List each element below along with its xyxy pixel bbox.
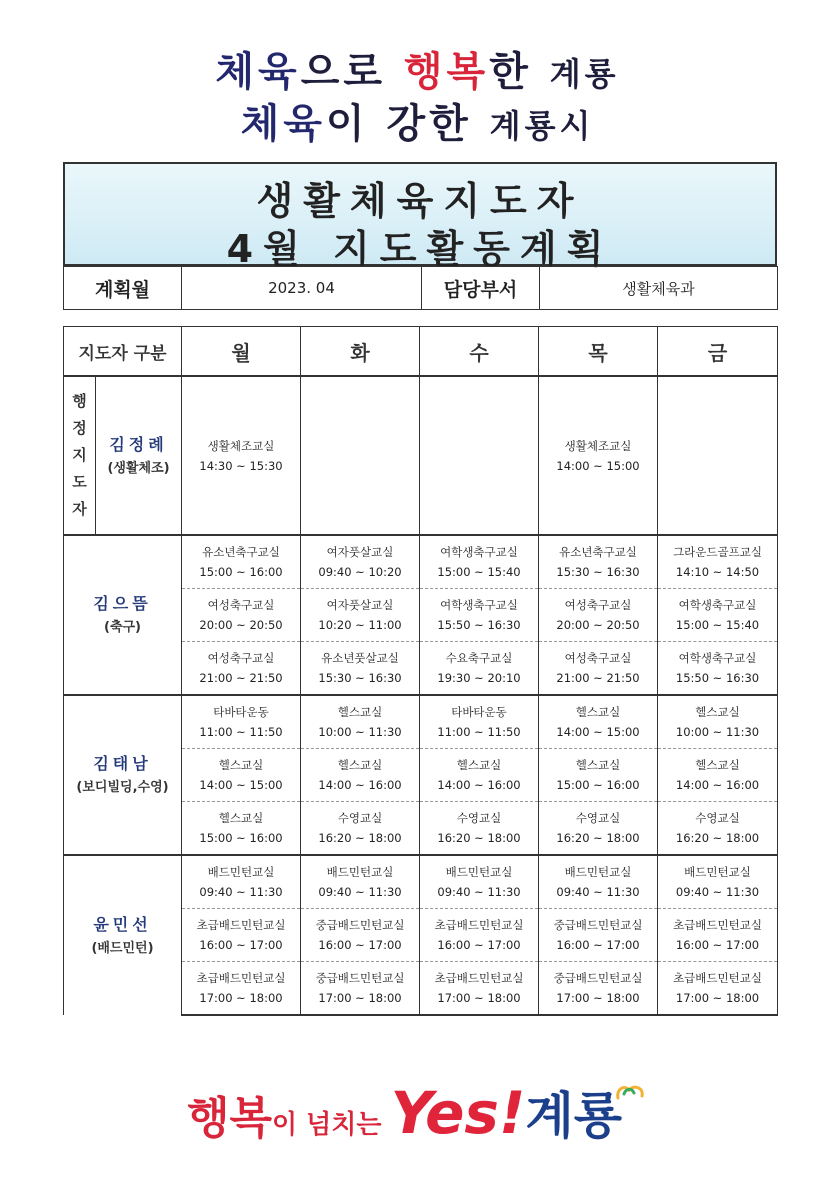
instructor-specialty: (생활체조) [107,460,170,476]
header-day: 수 [420,327,539,377]
schedule-cell [301,802,420,856]
class-time: 17:00 ~ 18:00 [675,991,760,1005]
class-time: 15:30 ~ 16:30 [556,565,640,579]
class-name: 헬스교실 [695,705,740,719]
class-name: 헬스교실 [695,758,740,772]
category-char: 자 [72,500,87,518]
schedule-cell [182,855,301,909]
class-time: 14:00 ~ 16:00 [318,778,402,792]
class-time: 21:00 ~ 21:50 [199,671,283,685]
schedule-cell [658,535,778,589]
class-name: 타바타운동 [451,705,507,719]
class-name: 중급배드민턴교실 [315,971,405,985]
schedule-cell [301,535,420,589]
slogan-word: 행복 [403,49,490,95]
class-time: 10:20 ~ 11:00 [318,618,402,632]
title-box [63,162,777,271]
class-time: 09:40 ~ 11:30 [437,885,521,899]
category-char: 도 [72,473,87,491]
class-time: 10:00 ~ 11:30 [675,725,760,739]
instructor-cell [64,535,182,695]
schedule-row [64,376,778,535]
class-name: 수영교실 [456,811,502,825]
header-day: 목 [539,327,658,377]
class-name: 배드민턴교실 [445,865,513,879]
schedule-cell [301,376,420,535]
schedule-cell [658,589,778,642]
category-char: 지 [72,446,87,464]
schedule-cell [539,695,658,749]
schedule-row [64,855,778,909]
schedule-cell [658,909,778,962]
class-name: 헬스교실 [218,811,264,825]
plan-month-value: 2023. 04 [182,267,422,310]
class-time: 15:00 ~ 16:00 [199,831,283,845]
class-time: 17:00 ~ 18:00 [318,991,402,1005]
schedule-cell [301,589,420,642]
instructor-specialty: (축구) [104,620,141,635]
class-time: 16:20 ~ 18:00 [675,831,760,845]
class-name: 여자풋살교실 [326,545,394,559]
schedule-row [64,535,778,589]
class-name: 초급배드민턴교실 [196,918,286,932]
schedule-row [64,695,778,749]
class-time: 17:00 ~ 18:00 [437,991,521,1005]
schedule-cell [658,695,778,749]
category-char: 행 [72,392,87,410]
class-name: 여학생축구교실 [440,598,518,612]
class-time: 09:40 ~ 10:20 [318,565,402,579]
schedule-cell [539,642,658,696]
class-name: 헬스교실 [337,705,383,719]
schedule-cell [301,749,420,802]
schedule-cell [539,909,658,962]
class-time: 16:20 ~ 18:00 [556,831,640,845]
class-name: 배드민턴교실 [326,865,394,879]
class-time: 19:30 ~ 20:10 [437,671,521,685]
footer-logo-part: 계룡 [525,1087,623,1145]
schedule-cell [182,749,301,802]
instructor-name: 김태남 [93,754,152,773]
schedule-cell [539,749,658,802]
class-time: 14:00 ~ 15:00 [199,778,283,792]
schedule-cell [420,749,539,802]
schedule-cell [539,376,658,535]
dept-label: 담당부서 [422,267,540,310]
class-time: 09:40 ~ 11:30 [556,885,640,899]
class-time: 14:00 ~ 16:00 [675,778,760,792]
class-time: 20:00 ~ 20:50 [556,618,640,632]
class-name: 생활체조교실 [207,438,275,453]
class-name: 타바타운동 [213,705,269,719]
schedule-cell [301,642,420,696]
dept-value: 생활체육과 [540,267,778,310]
footer-logo-part: 행복 [186,1093,272,1144]
header-day: 금 [658,327,778,377]
class-time: 15:00 ~ 16:00 [199,565,283,579]
schedule-cell [420,909,539,962]
footer-logo [0,1076,835,1148]
class-name: 배드민턴교실 [564,865,632,879]
class-name: 초급배드민턴교실 [673,971,762,985]
class-name: 수영교실 [337,811,383,825]
class-time: 09:40 ~ 11:30 [675,885,760,899]
instructor-name: 윤민선 [93,914,152,934]
schedule-cell [420,589,539,642]
class-name: 여학생축구교실 [678,598,757,612]
class-time: 14:00 ~ 16:00 [437,778,521,792]
class-time: 15:00 ~ 15:40 [437,565,521,579]
meta-table [63,266,778,310]
schedule-cell [301,855,420,909]
class-time: 16:00 ~ 17:00 [556,938,640,952]
header-row [64,327,778,377]
schedule-cell [539,855,658,909]
class-name: 그라운드골프교실 [673,545,762,559]
class-time: 09:40 ~ 11:30 [199,885,283,899]
schedule-cell [420,376,539,535]
class-time: 15:00 ~ 15:40 [675,618,760,632]
slogan-word: 으로 [300,49,404,95]
class-time: 16:00 ~ 17:00 [199,938,283,952]
class-time: 15:50 ~ 16:30 [437,618,521,632]
schedule-cell [420,962,539,1016]
class-name: 여성축구교실 [564,598,632,612]
schedule-cell [658,962,778,1016]
class-name: 여성축구교실 [564,651,632,665]
schedule-cell [182,589,301,642]
instructor-cell [64,855,182,1015]
slogan-word: 체육 [240,101,326,147]
class-name: 중급배드민턴교실 [315,918,405,932]
class-time: 17:00 ~ 18:00 [556,991,640,1005]
category-cell [64,376,96,535]
class-time: 16:00 ~ 17:00 [318,938,402,952]
class-name: 여학생축구교실 [440,545,518,559]
schedule-cell [182,642,301,696]
class-time: 11:00 ~ 11:50 [437,725,521,739]
schedule-cell [301,695,420,749]
slogan-word: 한 [489,49,550,95]
class-name: 초급배드민턴교실 [196,971,286,985]
class-name: 여성축구교실 [207,598,275,612]
schedule-cell [539,962,658,1016]
class-name: 수요축구교실 [445,651,513,665]
class-name: 중급배드민턴교실 [553,918,643,932]
schedule-cell [539,802,658,856]
footer-logo-part: 이 넘치는 [271,1110,391,1140]
class-time: 14:10 ~ 14:50 [675,565,760,579]
schedule-cell [182,376,301,535]
schedule-cell [420,855,539,909]
class-time: 15:50 ~ 16:30 [675,671,760,685]
class-time: 15:00 ~ 16:00 [556,778,640,792]
instructor-cell [96,376,182,535]
class-name: 수영교실 [575,811,621,825]
header-who: 지도자 구분 [64,327,182,377]
class-name: 배드민턴교실 [684,865,751,879]
instructor-specialty: (보디빌딩,수영) [76,780,169,795]
class-time: 14:30 ~ 15:30 [199,458,283,473]
class-name: 배드민턴교실 [207,865,275,879]
schedule-cell [658,855,778,909]
instructor-cell [64,695,182,855]
schedule-cell [658,802,778,856]
class-name: 헬스교실 [337,758,383,772]
class-name: 헬스교실 [575,758,621,772]
category-char: 정 [72,419,87,437]
instructor-name: 김으뜸 [93,594,152,613]
class-time: 17:00 ~ 18:00 [199,991,283,1005]
title-line-1: 생활체육지도자 [256,179,584,223]
class-name: 초급배드민턴교실 [673,918,762,932]
schedule-cell [301,909,420,962]
class-name: 헬스교실 [218,758,264,772]
class-time: 16:20 ~ 18:00 [318,831,402,845]
schedule-cell [182,535,301,589]
class-name: 중급배드민턴교실 [553,971,643,985]
schedule-cell [420,535,539,589]
schedule-cell [420,642,539,696]
class-name: 여성축구교실 [207,651,275,665]
class-time: 14:00 ~ 15:00 [556,725,640,739]
title-line-2: 4월 지도활동계획 [226,227,614,271]
class-time: 09:40 ~ 11:30 [318,885,402,899]
schedule-cell [539,535,658,589]
instructor-name: 김정례 [109,434,168,454]
slogan-line-1 [0,40,835,97]
slogan-word: 체육 [215,49,301,95]
class-name: 유소년축구교실 [559,545,637,559]
schedule-cell [182,802,301,856]
class-name: 여자풋살교실 [326,598,394,612]
footer-logo-part: Yes! [390,1079,526,1147]
class-name: 수영교실 [695,811,740,825]
class-time: 15:30 ~ 16:30 [318,671,402,685]
class-name: 여학생축구교실 [678,651,757,665]
class-time: 16:20 ~ 18:00 [437,831,521,845]
class-time: 20:00 ~ 20:50 [199,618,283,632]
header-day: 월 [182,327,301,377]
heart-icon [614,1082,648,1104]
slogan-word: 이 강한 [325,101,490,147]
class-time: 10:00 ~ 11:30 [318,725,402,739]
schedule-cell [420,802,539,856]
class-time: 11:00 ~ 11:50 [199,725,283,739]
class-name: 생활체조교실 [564,438,632,453]
schedule-table [63,326,778,1016]
schedule-cell [182,962,301,1016]
slogan-word: 계룡시 [489,107,595,145]
class-name: 헬스교실 [575,705,621,719]
instructor-specialty: (배드민턴) [91,940,154,956]
class-name: 초급배드민턴교실 [434,971,524,985]
class-time: 21:00 ~ 21:50 [556,671,640,685]
schedule-cell [420,695,539,749]
class-time: 16:00 ~ 17:00 [675,938,760,952]
class-name: 유소년풋살교실 [321,651,399,665]
schedule-cell [182,695,301,749]
class-name: 초급배드민턴교실 [434,918,524,932]
class-name: 헬스교실 [456,758,502,772]
schedule-cell [539,589,658,642]
slogan-word: 계룡 [549,55,620,93]
schedule-cell [658,376,778,535]
header-day: 화 [301,327,420,377]
class-time: 14:00 ~ 15:00 [556,458,640,473]
schedule-cell [658,642,778,696]
slogan-line-2 [0,92,835,149]
class-name: 유소년축구교실 [202,545,280,559]
schedule-cell [301,962,420,1016]
class-time: 16:00 ~ 17:00 [437,938,521,952]
plan-month-label: 계획월 [64,267,182,310]
schedule-cell [658,749,778,802]
schedule-cell [182,909,301,962]
